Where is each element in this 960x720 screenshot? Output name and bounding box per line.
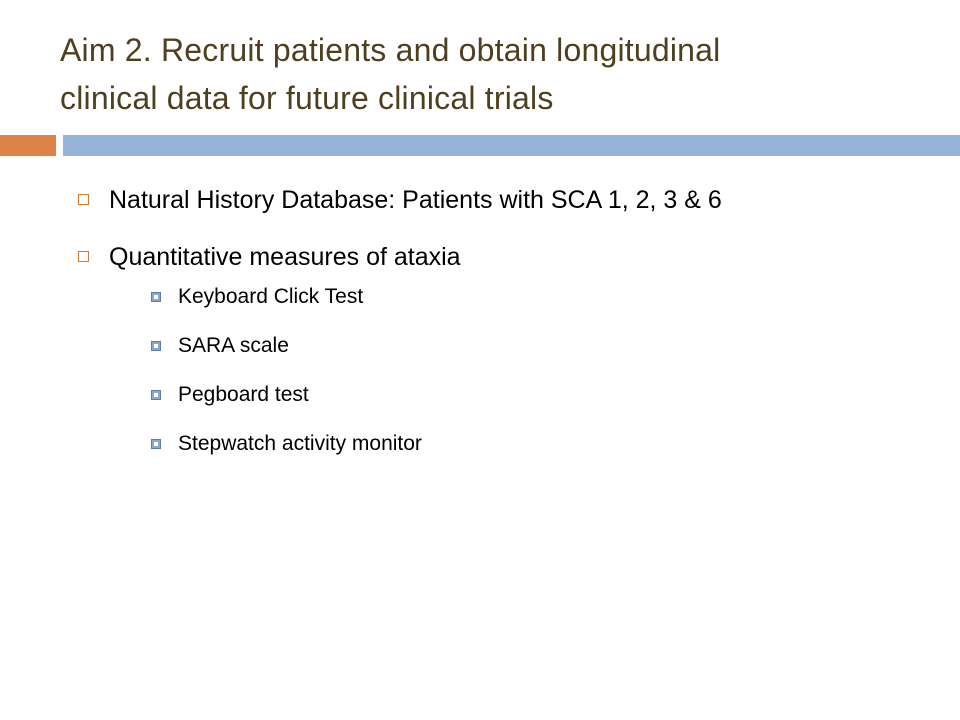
filled-square-bullet-icon — [151, 390, 161, 400]
slide-title — [60, 26, 920, 122]
sub-bullet-list — [109, 283, 936, 458]
sub-bullet-stepwatch-activity-monitor — [151, 430, 936, 458]
sub-bullet-text: Pegboard test — [178, 383, 309, 406]
orange-title-bar — [0, 135, 56, 156]
sub-bullet-text: Keyboard Click Test — [178, 285, 364, 308]
sub-bullet-keyboard-click-test — [151, 283, 936, 311]
slide-bullet-list — [76, 180, 936, 479]
filled-square-bullet-icon — [151, 439, 161, 449]
hollow-square-bullet-icon — [78, 251, 89, 262]
sub-bullet-sara-scale — [151, 332, 936, 360]
hollow-square-bullet-icon — [78, 194, 89, 205]
slide-title-line-2: clinical data for future clinical trials — [60, 80, 554, 116]
sub-bullet-pegboard-test — [151, 381, 936, 409]
slide-title-line-1: Aim 2. Recruit patients and obtain longitudinal — [60, 32, 721, 68]
bullet-item-natural-history-database — [76, 180, 936, 220]
bullet-text: Quantitative measures of ataxia — [109, 243, 461, 271]
bullet-text: Natural History Database: Patients with SCA 1, 2, 3 & 6 — [109, 186, 722, 214]
blue-title-bar — [63, 135, 960, 156]
bullet-item-quantitative-measures — [76, 237, 936, 458]
sub-bullet-text: Stepwatch activity monitor — [178, 432, 422, 455]
filled-square-bullet-icon — [151, 292, 161, 302]
filled-square-bullet-icon — [151, 341, 161, 351]
sub-bullet-text: SARA scale — [178, 334, 289, 357]
